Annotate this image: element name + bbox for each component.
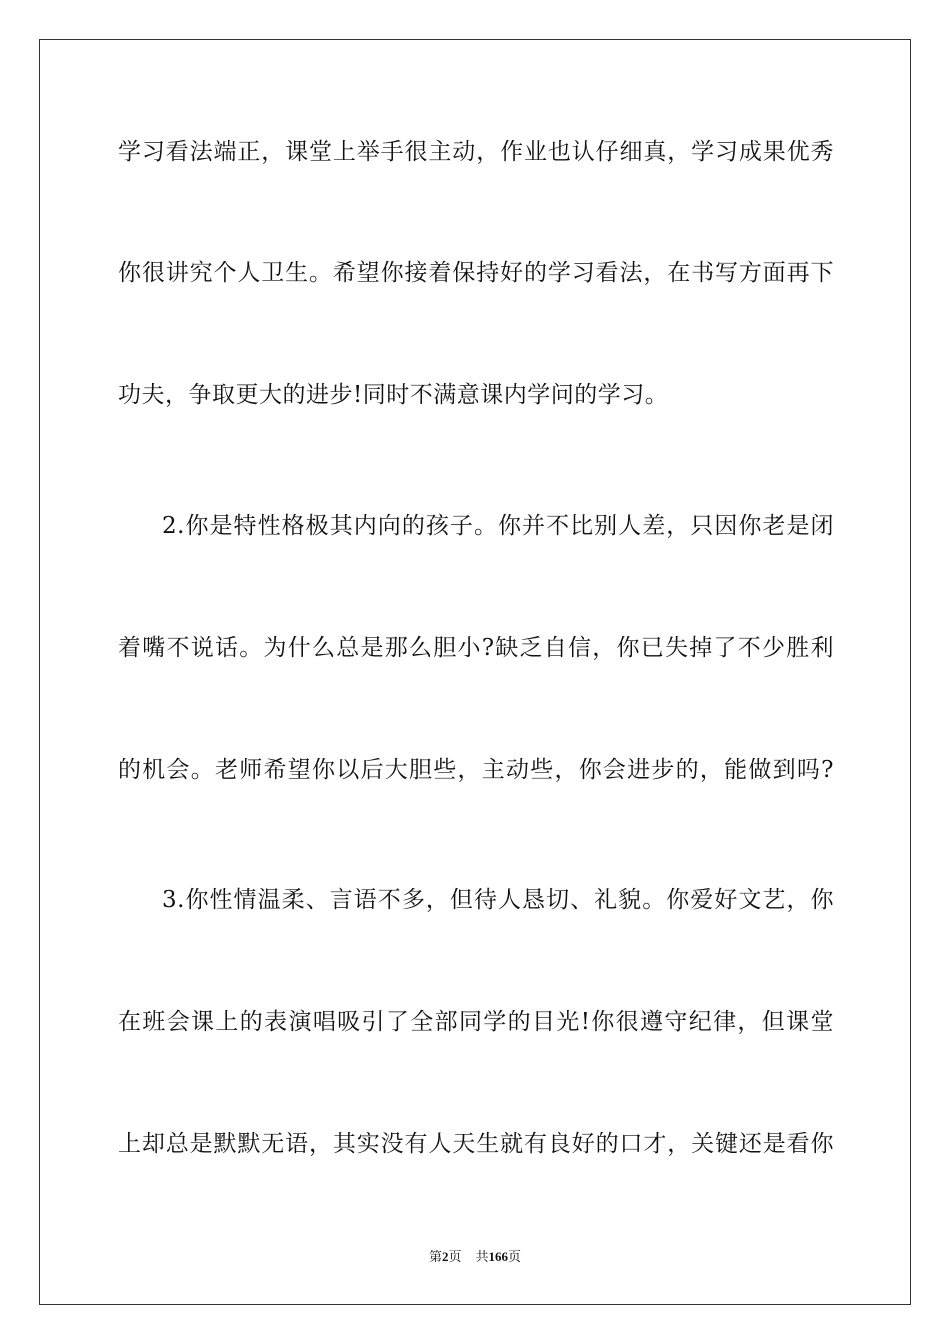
page-suffix: 页: [448, 1249, 462, 1264]
total-prefix: 共: [475, 1249, 489, 1264]
text-line-6: 的机会。老师希望你以后大胆些，主动些，你会进步的，能做到吗?: [118, 757, 834, 783]
text-line-4: 2.你是特性格极其内向的孩子。你并不比别人差，只因你老是闭: [162, 513, 834, 539]
text-line-3: 功夫，争取更大的进步!同时不满意课内学问的学习。: [118, 382, 669, 408]
page-prefix: 第: [428, 1249, 442, 1264]
text-line-9: 上却总是默默无语，其实没有人天生就有良好的口才，关键还是看你: [118, 1131, 834, 1157]
text-line-1: 学习看法端正，课堂上举手很主动，作业也认仔细真，学习成果优秀: [118, 139, 834, 165]
text-line-8: 在班会课上的表演唱吸引了全部同学的目光!你很遵守纪律，但课堂: [118, 1009, 834, 1035]
total-pages: 166: [488, 1249, 509, 1264]
text-line-7: 3.你性情温柔、言语不多，但待人恳切、礼貌。你爱好文艺，你: [162, 887, 834, 913]
total-suffix: 页: [508, 1249, 522, 1264]
page-border: [39, 39, 911, 1305]
text-line-5: 着嘴不说话。为什么总是那么胆小?缺乏自信，你已失掉了不少胜利: [118, 635, 834, 661]
text-line-2: 你很讲究个人卫生。希望你接着保持好的学习看法，在书写方面再下: [118, 260, 834, 286]
page-number: 2: [441, 1249, 449, 1264]
page-footer: [0, 1248, 950, 1266]
